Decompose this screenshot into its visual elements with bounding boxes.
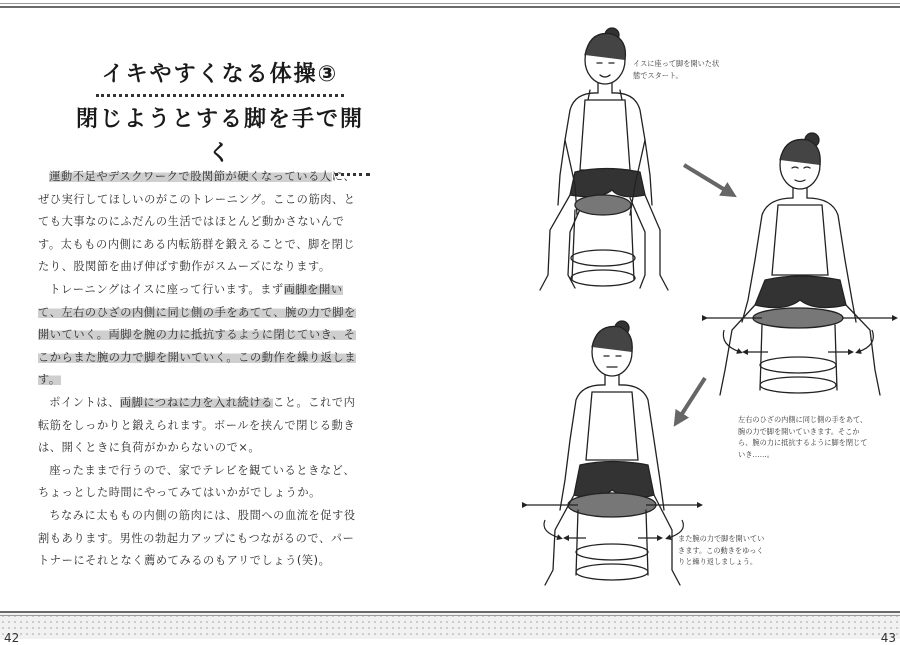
- body-text-segment: トレーニングはイスに座って行います。まず: [49, 282, 284, 296]
- caption-step-1: イスに座って脚を開いた状態でスタート。: [633, 59, 720, 80]
- body-text-segment: こと。これで内転筋をしっかりと鍛えられます。ボールを挟んで閉じる動きは、開くときに負荷がかからないので×。: [38, 395, 356, 455]
- arrow-step-2-to-3: [678, 378, 705, 420]
- title-line-2: 閉じようとする脚を手で開く: [70, 103, 370, 176]
- body-text-segment: に、ぜひ実行してほしいのがこのトレーニング。ここの筋肉、とても大事なのにふだんの生活ではほとんど動かさないんです。太ももの内側にある内転筋群を鍛えることで、脚を閉じたり、股関節を曲げ伸ばす動作がスムーズになります。: [38, 170, 356, 274]
- highlighted-text: 運動不足やデスクワークで股関節が硬くなっている人: [49, 170, 332, 183]
- page-number-left: 42: [4, 631, 20, 645]
- body-text-segment: ポイントは、: [49, 395, 120, 409]
- highlighted-text: 両脚を開いて、左右のひざの内側に同じ側の手をあてて、腕の力で脚を開いていく。両脚を腕の力に抵抗するように閉じていき、そこからまた腕の力で脚を開いていく。この動作を繰り返します。: [38, 282, 357, 387]
- title-line-1: イキやすくなる体操③: [96, 58, 345, 97]
- figure-step-2: [720, 133, 880, 395]
- highlighted-text: 両脚につねに力を入れ続ける: [119, 395, 273, 409]
- caption-step-3: また腕の力で脚を開いていきます。この動きをゆっくりと繰り返しましょう。: [678, 534, 765, 566]
- page-number-right: 43: [880, 631, 896, 645]
- caption-step-2: 左右のひざの内側に同じ側の手をあて、腕の力で脚を開いていきます。そこから、腕の力に抵抗するように脚を閉じていき……。: [738, 415, 868, 459]
- bottom-border: [0, 611, 900, 645]
- arrow-step-1-to-2: [684, 165, 730, 193]
- body-text-segment: ちなみに太ももの内側の筋肉には、股間への血流を促す役割もあります。男性の勃起力アップにもつながるので、パートナーにそれとなく薦めてみるのもアリでしょう(笑)。: [38, 508, 356, 568]
- body-text-segment: 座ったままで行うので、家でテレビを観ているときなど、ちょっとした時間にやってみてはいかがでしょうか。: [38, 463, 356, 500]
- figure-step-3: [545, 321, 680, 585]
